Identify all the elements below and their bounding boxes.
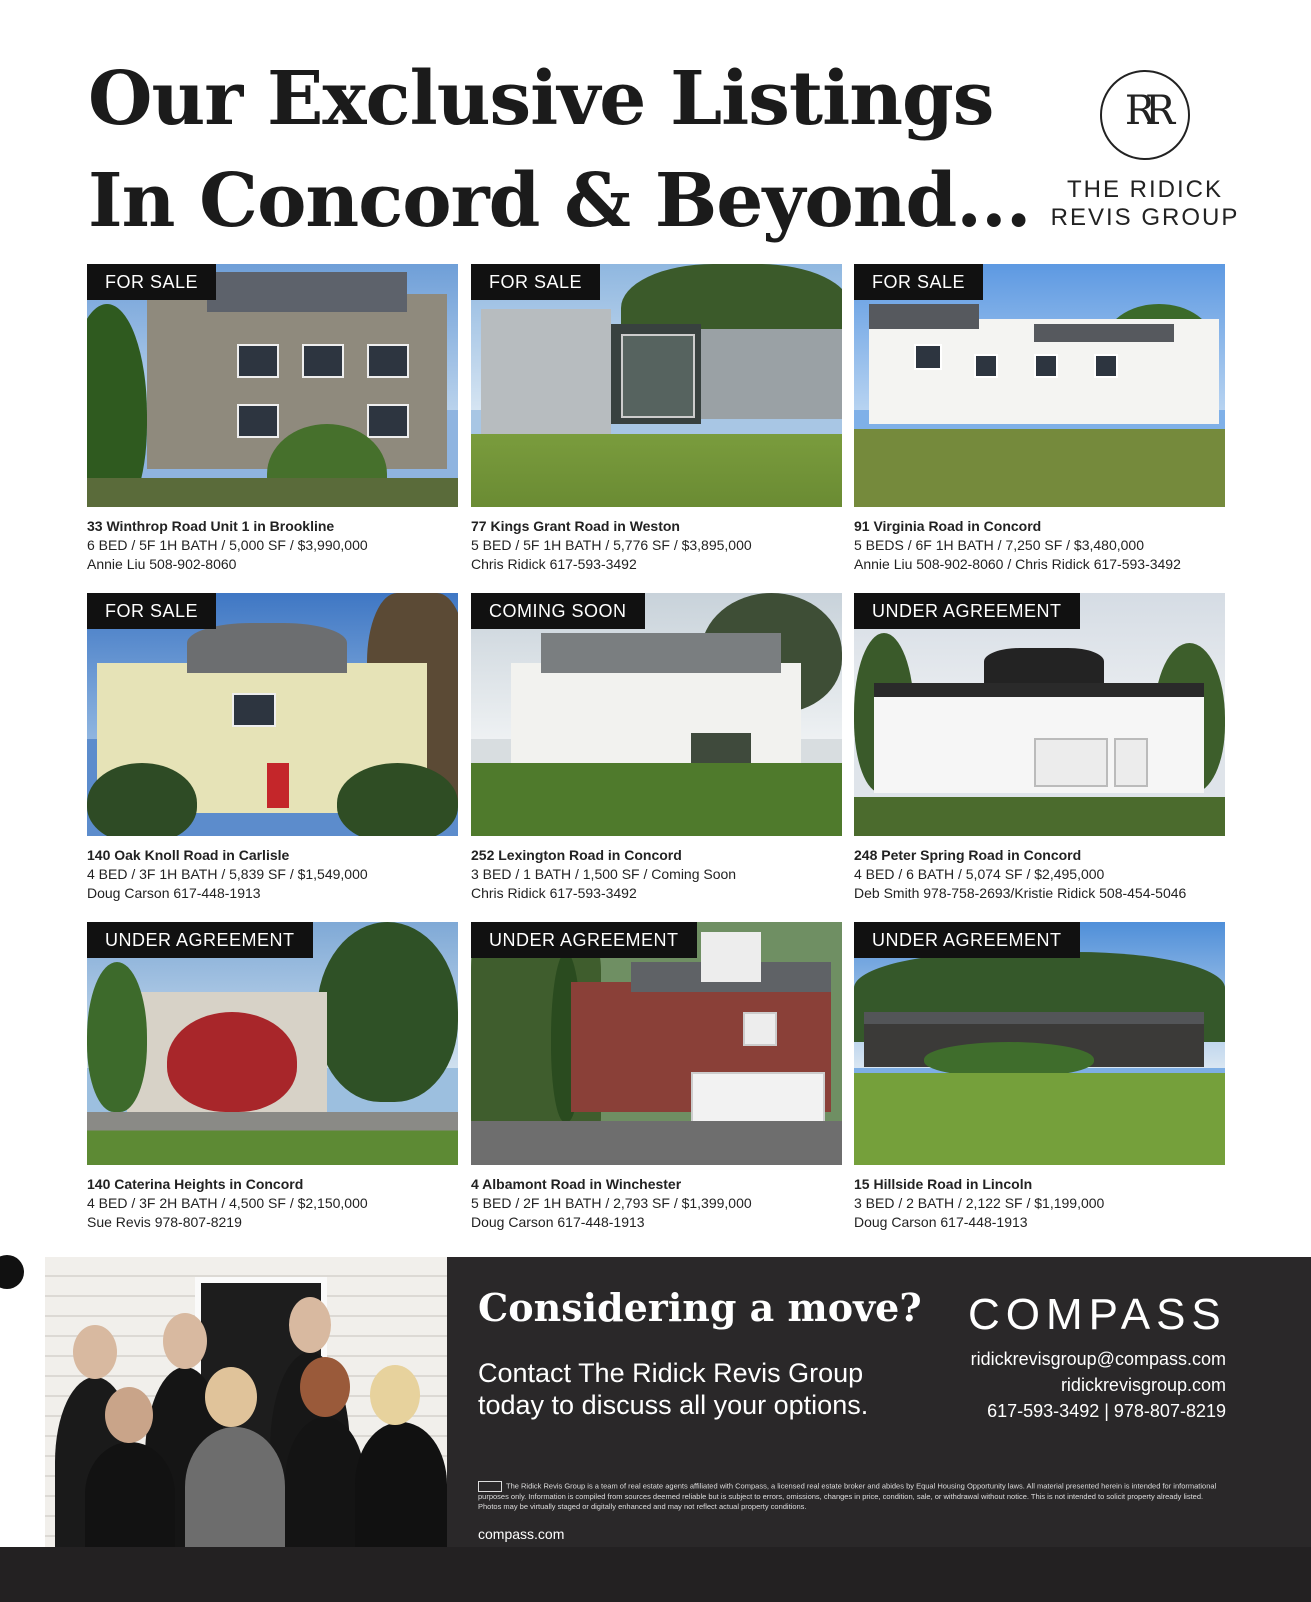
- page-headline: [88, 48, 1031, 252]
- listing-details: 5 BED / 5F 1H BATH / 5,776 SF / $3,895,000: [471, 537, 752, 553]
- contact-website[interactable]: ridickrevisgroup.com: [1060, 1375, 1226, 1395]
- listing-address: 248 Peter Spring Road in Concord: [854, 847, 1082, 863]
- compass-logo: COMPASS: [968, 1290, 1227, 1339]
- listing-photo[interactable]: [87, 593, 458, 836]
- status-badge: UNDER AGREEMENT: [854, 922, 1080, 958]
- listing-address: 140 Oak Knoll Road in Carlisle: [87, 847, 290, 863]
- cta-subtitle-line-1: Contact The Ridick Revis Group: [478, 1358, 864, 1388]
- listing-photo[interactable]: [854, 593, 1225, 836]
- listing-details: 5 BEDS / 6F 1H BATH / 7,250 SF / $3,480,000: [854, 537, 1145, 553]
- status-badge: UNDER AGREEMENT: [471, 922, 697, 958]
- listing-details: 5 BED / 2F 1H BATH / 2,793 SF / $1,399,000: [471, 1195, 752, 1211]
- listing-agent: Chris Ridick 617-593-3492: [471, 556, 637, 572]
- legal-text: The Ridick Revis Group is a team of real estate agents affiliated with Compass, a licensed real estate broker and abides by Equal Housing Opportunity laws. All material presented herein is intended for informational purposes only. Information is compiled from sources deemed reliable but is subject to errors, omissions, changes in price, condition, sale, or withdrawal without notice. This is not intended to solicit property already listed. Photos may be virtually staged or digitally enhanced and may not reflect actual property conditions.: [478, 1481, 1217, 1511]
- listing-details: 3 BED / 2 BATH / 2,122 SF / $1,199,000: [854, 1195, 1105, 1211]
- listing-card[interactable]: [471, 264, 842, 574]
- listing-details: 4 BED / 6 BATH / 5,074 SF / $2,495,000: [854, 866, 1105, 882]
- listing-agent: Doug Carson 617-448-1913: [471, 1214, 645, 1230]
- listing-address: 252 Lexington Road in Concord: [471, 847, 682, 863]
- listing-address: 91 Virginia Road in Concord: [854, 518, 1042, 534]
- listing-photo[interactable]: [471, 264, 842, 507]
- listing-photo[interactable]: [854, 922, 1225, 1165]
- headline-line-1: Our Exclusive Listings: [88, 56, 994, 142]
- status-badge: FOR SALE: [471, 264, 600, 300]
- ridick-revis-logo: [1030, 70, 1260, 232]
- listing-details: 4 BED / 3F 2H BATH / 4,500 SF / $2,150,000: [87, 1195, 368, 1211]
- status-badge: COMING SOON: [471, 593, 645, 629]
- listing-address: 33 Winthrop Road Unit 1 in Brookline: [87, 518, 335, 534]
- status-badge: FOR SALE: [87, 264, 216, 300]
- listing-address: 4 Albamont Road in Winchester: [471, 1176, 682, 1192]
- listing-photo[interactable]: [87, 922, 458, 1165]
- listing-card[interactable]: [87, 593, 458, 903]
- status-badge: FOR SALE: [854, 264, 983, 300]
- listing-card[interactable]: [471, 922, 842, 1232]
- team-photo: [45, 1257, 447, 1547]
- listing-card[interactable]: [87, 922, 458, 1232]
- status-badge: UNDER AGREEMENT: [87, 922, 313, 958]
- listing-photo[interactable]: [87, 264, 458, 507]
- listing-photo[interactable]: [471, 922, 842, 1165]
- listing-details: 3 BED / 1 BATH / 1,500 SF / Coming Soon: [471, 866, 737, 882]
- listing-agent: Annie Liu 508-902-8060: [87, 556, 237, 572]
- listing-address: 15 Hillside Road in Lincoln: [854, 1176, 1033, 1192]
- listing-card[interactable]: [854, 922, 1225, 1232]
- listing-address: 140 Caterina Heights in Concord: [87, 1176, 304, 1192]
- listing-card[interactable]: [471, 593, 842, 903]
- equal-housing-icon: [478, 1481, 502, 1492]
- listing-photo[interactable]: [854, 264, 1225, 507]
- listing-agent: Chris Ridick 617-593-3492: [471, 885, 637, 901]
- monogram-logo-icon: [1100, 70, 1190, 160]
- cta-subtitle: [478, 1357, 868, 1421]
- contact-phones[interactable]: 617-593-3492 | 978-807-8219: [987, 1401, 1226, 1421]
- logo-name-line-1: THE RIDICK: [1066, 176, 1223, 203]
- headline-line-2: In Concord & Beyond...: [88, 158, 1031, 244]
- listing-details: 4 BED / 3F 1H BATH / 5,839 SF / $1,549,000: [87, 866, 368, 882]
- listing-photo[interactable]: [471, 593, 842, 836]
- listing-agent: Doug Carson 617-448-1913: [854, 1214, 1028, 1230]
- listing-card[interactable]: [854, 593, 1225, 903]
- cta-subtitle-line-2: today to discuss all your options.: [478, 1390, 869, 1420]
- legal-disclaimer: [478, 1481, 1228, 1512]
- listing-agent: Sue Revis 978-807-8219: [87, 1214, 242, 1230]
- decorative-dot: [0, 1255, 24, 1289]
- listing-address: 77 Kings Grant Road in Weston: [471, 518, 680, 534]
- listing-agent: Annie Liu 508-902-8060 / Chris Ridick 617-593-3492: [854, 556, 1181, 572]
- logo-name: [1030, 176, 1260, 232]
- listing-agent: Deb Smith 978-758-2693/Kristie Ridick 508-454-5046: [854, 885, 1187, 901]
- listing-card[interactable]: [87, 264, 458, 574]
- logo-name-line-2: REVIS GROUP: [1050, 204, 1240, 231]
- contact-info: [971, 1346, 1226, 1424]
- listing-card[interactable]: [854, 264, 1225, 574]
- cta-title: Considering a move?: [478, 1285, 922, 1330]
- status-badge: FOR SALE: [87, 593, 216, 629]
- contact-email[interactable]: ridickrevisgroup@compass.com: [970, 1349, 1226, 1369]
- monogram-text: RR: [1124, 88, 1166, 134]
- status-badge: UNDER AGREEMENT: [854, 593, 1080, 629]
- listing-details: 6 BED / 5F 1H BATH / 5,000 SF / $3,990,000: [87, 537, 368, 553]
- listing-agent: Doug Carson 617-448-1913: [87, 885, 261, 901]
- footer-band: [0, 1547, 1311, 1602]
- compass-site-link[interactable]: compass.com: [478, 1526, 565, 1542]
